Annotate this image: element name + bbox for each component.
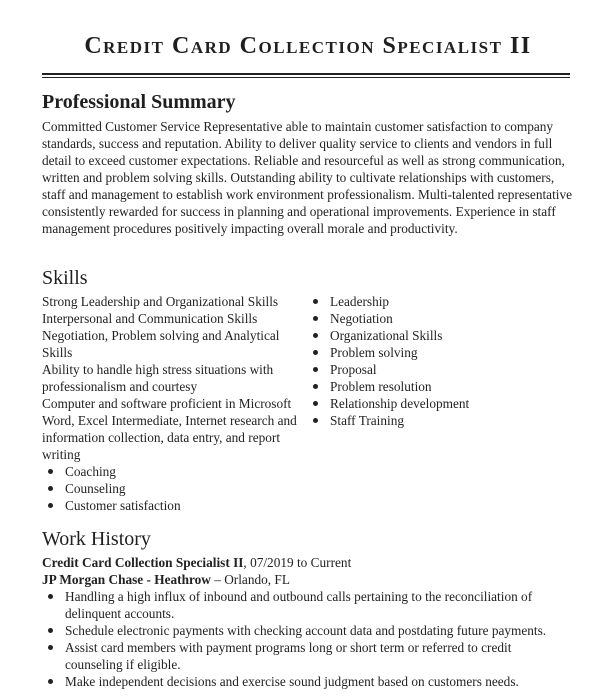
skill-bullet-item: Relationship development	[307, 395, 567, 412]
skill-bullet-item: Staff Training	[307, 412, 567, 429]
skill-bullet-item: Problem solving	[307, 344, 567, 361]
job-duty-item: Schedule electronic payments with checking account data and postdating future payments.	[42, 622, 552, 639]
job-title-line	[42, 554, 572, 571]
skill-bullet-item: Problem resolution	[307, 378, 567, 395]
skill-item: Computer and software proficient in Microsoft Word, Excel Intermediate, Internet research and information collection, data entry, and report writing	[42, 396, 297, 462]
job-location: – Orlando, FL	[210, 572, 290, 587]
job-title: Credit Card Collection Specialist II	[42, 555, 244, 570]
skills-left-bullet-list	[42, 463, 304, 514]
skills-left-column	[42, 293, 304, 514]
skill-bullet-item: Customer satisfaction	[42, 497, 304, 514]
skill-bullet-item: Counseling	[42, 480, 304, 497]
resume-title: Credit Card Collection Specialist II	[84, 33, 532, 59]
job-company: JP Morgan Chase - Heathrow	[42, 572, 211, 587]
title-rule-thick	[42, 73, 570, 75]
summary-heading: Professional Summary	[42, 91, 236, 113]
job-duty-item: Handling a high influx of inbound and outbound calls pertaining to the reconciliation of delinquent accounts.	[42, 588, 552, 622]
skill-bullet-item: Coaching	[42, 463, 304, 480]
skill-item: Interpersonal and Communication Skills	[42, 311, 258, 326]
work-history-heading: Work History	[42, 528, 151, 550]
job-dates: , 07/2019 to Current	[243, 555, 352, 570]
job-company-line	[42, 571, 572, 588]
skill-item: Strong Leadership and Organizational Skills	[42, 294, 279, 309]
skills-right-column	[307, 293, 567, 429]
skills-right-bullet-list	[307, 293, 567, 429]
job-duty-item: Assist card members with payment programs long or short term or referred to credit counseling if eligible.	[42, 639, 552, 673]
skill-item: Ability to handle high stress situations with professionalism and courtesy	[42, 362, 274, 394]
title-rule-thin	[42, 77, 570, 78]
skill-bullet-item: Proposal	[307, 361, 567, 378]
skill-bullet-item: Organizational Skills	[307, 327, 567, 344]
summary-text: Committed Customer Service Representative able to maintain customer satisfaction to company standards, success and reputation. Ability to deliver quality service to clients and vendors in full detail to exceed customer expectations. Reliable and resourceful as well as strong communication, written and problem solving skills. Outstanding ability to cultivate relationships with customers, staff and management to establish work environment professionalism. Multi-talented representative consistently rewarded for success in planning and operational improvements. Experience in staff management procedures positively impacting overall morale and productivity.	[42, 119, 573, 236]
job-duties-list	[42, 588, 552, 690]
job-entry	[42, 554, 572, 690]
skills-heading: Skills	[42, 267, 88, 289]
skill-item: Negotiation, Problem solving and Analytical Skills	[42, 328, 280, 360]
skill-bullet-item: Negotiation	[307, 310, 567, 327]
job-duty-item: Make independent decisions and exercise sound judgment based on customers needs.	[42, 673, 552, 690]
skill-bullet-item: Leadership	[307, 293, 567, 310]
